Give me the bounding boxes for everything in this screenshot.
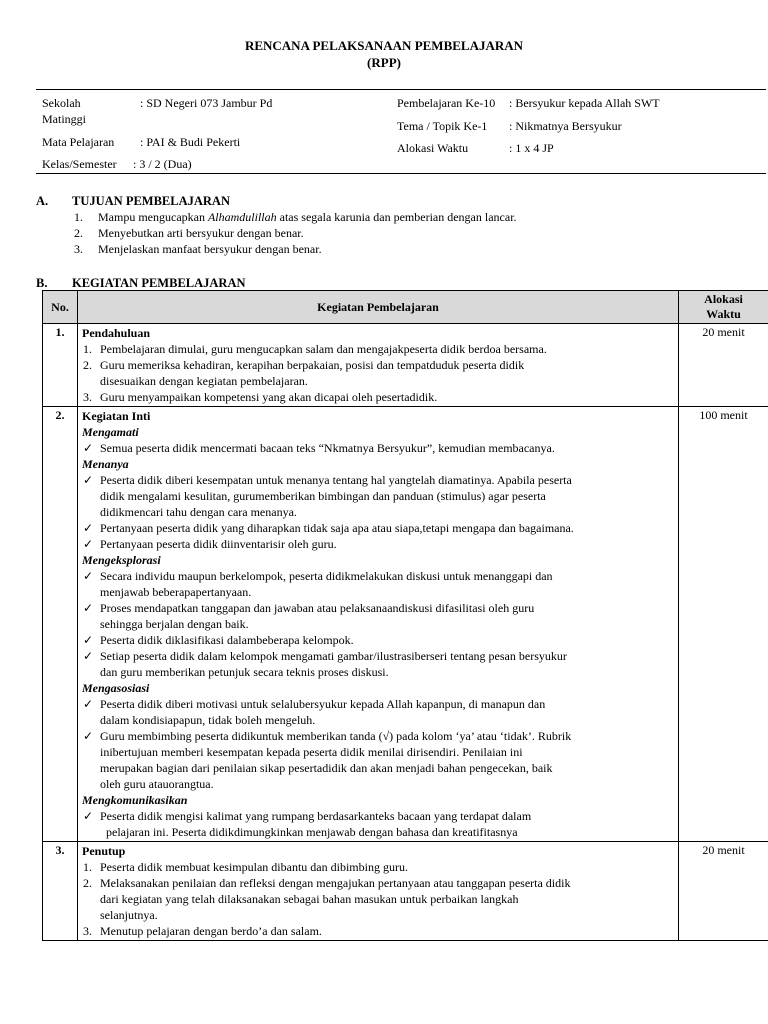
list-item: ✓ Guru membimbing peserta didikuntuk memberikan tanda (√) pada kolom ‘ya’ atau ‘tidak’. Rubrik inibertujuan memberi kesempatan kepada peserta didik menilai dirisendiri. Penilaian ini merupakan bagian dari penilaian sikap pesertadidik dan akan menjadi bahan pengecekan, baik oleh guru atauorangtua. bbox=[83, 729, 572, 791]
list-item: ✓ Proses mendapatkan tanggapan dan jawaban atau pelaksanaandiskusi difasilitasi oleh guru sehingga berjalan dengan baik. bbox=[83, 601, 535, 631]
row-waktu: 20 menit bbox=[679, 324, 768, 407]
check-icon: ✓ bbox=[83, 473, 94, 487]
table-row bbox=[43, 407, 768, 842]
list-item: ✓ Pertanyaan peserta didik yang diharapkan tidak saja apa atau siapa,tetapi mengapa dan bagaimana. bbox=[83, 521, 574, 535]
check-icon: ✓ bbox=[83, 569, 94, 583]
row-number: 1. bbox=[43, 324, 78, 407]
tema-label: Tema / Topik Ke-1 bbox=[397, 119, 488, 133]
document-title: RENCANA PELAKSANAAN PEMBELAJARAN bbox=[244, 38, 524, 53]
list-item: 1. Mampu mengucapkan Alhamdulillah atas segala karunia dan pemberian dengan lancar. bbox=[74, 210, 517, 224]
table-row bbox=[43, 842, 768, 941]
mapel-label: Mata Pelajaran bbox=[42, 135, 115, 149]
check-icon: ✓ bbox=[83, 601, 94, 615]
row-heading: Kegiatan Inti bbox=[82, 409, 151, 423]
check-icon: ✓ bbox=[83, 697, 94, 711]
sekolah-value-cont: Matinggi bbox=[42, 112, 86, 126]
col-header-kegiatan: Kegiatan Pembelajaran bbox=[78, 291, 679, 324]
table-header-row bbox=[43, 291, 768, 324]
row-heading: Penutup bbox=[82, 844, 126, 858]
pembelajaran-value: : Bersyukur kepada Allah SWT bbox=[509, 96, 660, 110]
document-subtitle: (RPP) bbox=[367, 55, 401, 70]
row-content bbox=[78, 407, 679, 842]
list-item: 2. Melaksanakan penilaian dan refleksi dengan mengajukan pertanyaan atau tanggapan peserta didik dari kegiatan yang telah dilaksanakan sebagai bahan masukan untuk perbaikan langkah selanjutnya. bbox=[83, 876, 571, 922]
list-item: ✓ Secara individu maupun berkelompok, peserta didikmelakukan diskusi untuk menanggapi dan menjawab beberapapertanyaan. bbox=[83, 569, 553, 599]
subheading-mengeksplorasi: Mengeksplorasi bbox=[82, 553, 161, 567]
kelas-label: Kelas/Semester bbox=[42, 157, 117, 171]
mapel-value: : PAI & Budi Pekerti bbox=[140, 135, 241, 149]
section-b-heading bbox=[36, 275, 246, 291]
list-item: 1. Pembelajaran dimulai, guru mengucapkan salam dan mengajakpeserta didik berdoa bersama. bbox=[83, 342, 547, 356]
kelas-value: : 3 / 2 (Dua) bbox=[133, 157, 192, 171]
check-icon: ✓ bbox=[83, 521, 94, 535]
list-item: 2. Guru memeriksa kehadiran, kerapihan berpakaian, posisi dan tempatduduk peserta didik disesuaikan dengan kegiatan pembelajaran. bbox=[83, 358, 525, 388]
row-content bbox=[78, 324, 679, 407]
list-item: 2. Menyebutkan arti bersyukur dengan benar. bbox=[74, 226, 304, 240]
section-a-title: TUJUAN PEMBELAJARAN bbox=[72, 194, 230, 208]
list-item: ✓ Semua peserta didik mencermati bacaan teks “Nkmatnya Bersyukur”, kemudian membacanya. bbox=[83, 441, 555, 455]
list-item: ✓ Peserta didik diberi kesempatan untuk menanya tentang hal yangtelah diamatinya. Apabila peserta didik mengalami kesulitan, gurumemberikan bimbingan dan panduan (stimulus) agar peserta didikmencari tahu dengan cara menanya. bbox=[83, 473, 572, 519]
subheading-mengasosiasi: Mengasosiasi bbox=[82, 681, 150, 695]
subheading-mengamati: Mengamati bbox=[82, 425, 139, 439]
check-icon: ✓ bbox=[83, 809, 94, 823]
list-item: ✓ Setiap peserta didik dalam kelompok mengamati gambar/ilustrasiberseri tentang pesan bersyukur dan guru memberikan petunjuk secara teknis proses diskusi. bbox=[83, 649, 567, 679]
row-content bbox=[78, 842, 679, 941]
pembelajaran-label: Pembelajaran Ke-10 bbox=[397, 96, 496, 110]
subheading-menanya: Menanya bbox=[82, 457, 129, 471]
section-b-title: KEGIATAN PEMBELAJARAN bbox=[72, 276, 246, 290]
section-a-heading bbox=[36, 193, 230, 209]
info-top-rule bbox=[36, 89, 766, 90]
row-waktu: 20 menit bbox=[679, 842, 768, 941]
table-row bbox=[43, 324, 768, 407]
tema-value: : Nikmatnya Bersyukur bbox=[509, 119, 622, 133]
list-item: ✓ Pertanyaan peserta didik diinventarisir oleh guru. bbox=[83, 537, 337, 551]
alokasi-label: Alokasi Waktu bbox=[397, 141, 469, 155]
row-number: 2. bbox=[43, 407, 78, 842]
list-item: ✓ Peserta didik diklasifikasi dalambeberapa kelompok. bbox=[83, 633, 354, 647]
info-bottom-rule bbox=[36, 173, 766, 174]
col-header-no: No. bbox=[43, 291, 78, 324]
check-icon: ✓ bbox=[83, 441, 94, 455]
alokasi-value: : 1 x 4 JP bbox=[509, 141, 554, 155]
section-a-letter: A. bbox=[36, 194, 49, 208]
sekolah-value: : SD Negeri 073 Jambur Pd bbox=[140, 96, 273, 110]
check-icon: ✓ bbox=[83, 537, 94, 551]
col-header-waktu: Alokasi Waktu bbox=[679, 291, 768, 324]
row-waktu: 100 menit bbox=[679, 407, 768, 842]
list-item: ✓ Peserta didik diberi motivasi untuk selalubersyukur kepada Allah kapanpun, di manapun dan dalam kondisiapapun, tidak boleh mengeluh. bbox=[83, 697, 546, 727]
sekolah-label: Sekolah bbox=[42, 96, 81, 110]
row-heading: Pendahuluan bbox=[82, 326, 151, 340]
subheading-mengkomunikasikan: Mengkomunikasikan bbox=[82, 793, 188, 807]
tujuan-list bbox=[74, 209, 517, 257]
list-item: ✓ Peserta didik mengisi kalimat yang rumpang berdasarkanteks bacaan yang terdapat dalam pelajaran ini. Peserta didikdimungkinkan menjawab dengan bahasa dan kreatifitasnya bbox=[83, 809, 532, 839]
kegiatan-table bbox=[42, 290, 768, 941]
row-number: 3. bbox=[43, 842, 78, 941]
list-item: 3. Menjelaskan manfaat bersyukur dengan benar. bbox=[74, 242, 322, 256]
list-item: 3. Menutup pelajaran dengan berdo’a dan salam. bbox=[83, 924, 322, 938]
check-icon: ✓ bbox=[83, 649, 94, 663]
check-icon: ✓ bbox=[83, 729, 94, 743]
check-icon: ✓ bbox=[83, 633, 94, 647]
list-item: 1. Peserta didik membuat kesimpulan dibantu dan dibimbing guru. bbox=[83, 860, 408, 874]
list-item: 3. Guru menyampaikan kompetensi yang akan dicapai oleh pesertadidik. bbox=[83, 390, 438, 404]
section-b-letter: B. bbox=[36, 276, 48, 290]
